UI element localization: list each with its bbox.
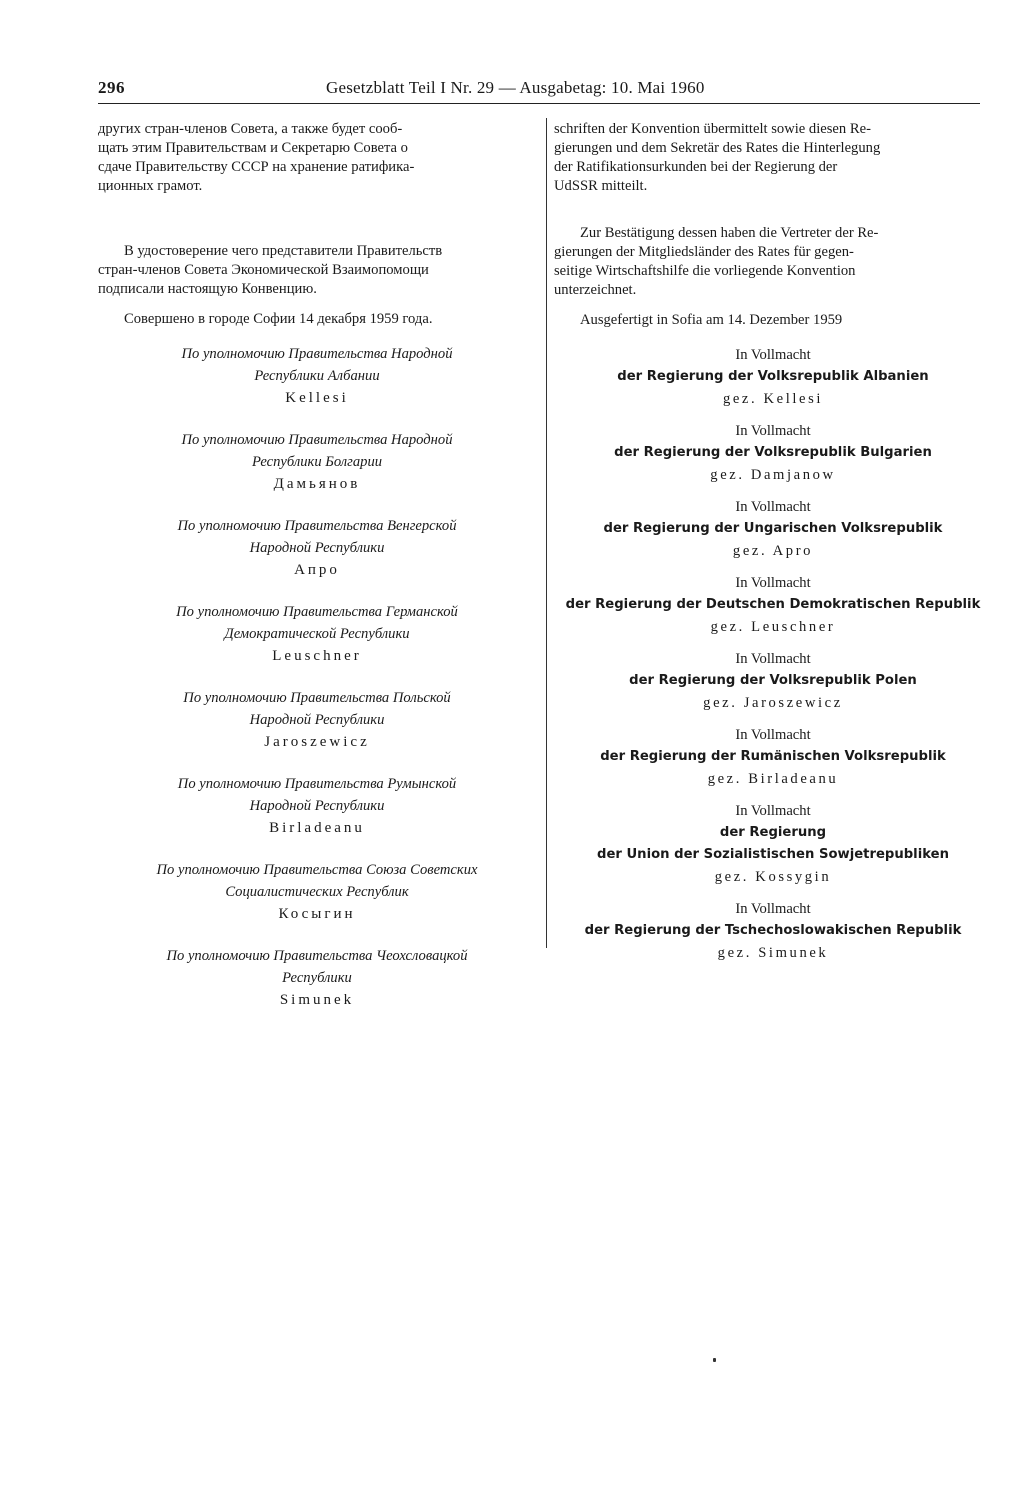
column-divider	[546, 118, 547, 948]
signature-authority: По уполномочию Правительства Народной	[181, 346, 453, 362]
signature-authority: По уполномочию Правительства Румынской	[177, 776, 457, 792]
page-header	[98, 78, 980, 102]
signatory-name: gez. Kellesi	[722, 391, 824, 407]
signatory-name: Дамьянов	[273, 476, 361, 492]
signatory-name: Jaroszewicz	[264, 734, 370, 750]
de-signature-block	[554, 800, 992, 888]
signatory-name: Kellesi	[285, 390, 349, 406]
signatory-name: Косыгин	[278, 906, 356, 922]
signatory-name: gez. Kossygin	[714, 869, 832, 885]
signature-authority: der Regierung der Volksrepublik Polen	[629, 673, 917, 688]
signature-intro: In Vollmacht	[735, 727, 811, 743]
russian-column	[98, 120, 536, 1031]
signatory-name: gez. Jaroszewicz	[703, 695, 843, 711]
signatory-name: gez. Birladeanu	[707, 771, 839, 787]
signatory-name: gez. Simunek	[717, 945, 829, 961]
signature-authority: Народной Республики	[249, 712, 385, 728]
signatory-name: gez. Apro	[732, 543, 814, 559]
signature-authority: der Regierung der Volksrepublik Bulgarien	[614, 445, 932, 460]
signature-authority: der Regierung der Volksrepublik Albanien	[617, 369, 929, 384]
de-paragraph-continuation	[554, 120, 992, 196]
ru-signature-block	[98, 859, 536, 925]
text-line: ционных грамот.	[98, 178, 203, 194]
signature-authority: Республики	[282, 970, 352, 986]
signature-authority: По уполномочию Правительства Германской	[176, 604, 458, 620]
text-line: UdSSR mitteilt.	[554, 178, 648, 194]
signature-intro: In Vollmacht	[735, 499, 811, 515]
text-line: Zur Bestätigung dessen haben die Vertreter der Re-	[580, 225, 879, 241]
de-signature-block	[554, 420, 992, 486]
ru-signature-block	[98, 945, 536, 1011]
de-signature-block	[554, 344, 992, 410]
signatory-name: Leuschner	[272, 648, 362, 664]
header-rule	[98, 103, 980, 104]
text-line: schriften der Konvention übermittelt sowie diesen Re-	[554, 121, 871, 137]
signature-intro: In Vollmacht	[735, 347, 811, 363]
signature-authority: Социалистических Республик	[225, 884, 409, 900]
text-line: der Ratifikationsurkunden bei der Regierung der	[554, 159, 838, 175]
signature-authority: der Regierung der Rumänischen Volksrepublik	[600, 749, 946, 764]
text-line: seitige Wirtschaftshilfe die vorliegende Konvention	[554, 263, 856, 279]
ru-place-date: Совершено в городе Софии 14 декабря 1959 года.	[124, 311, 433, 327]
ru-signature-block	[98, 601, 536, 667]
signatory-name: Birladeanu	[269, 820, 365, 836]
signature-intro: In Vollmacht	[735, 423, 811, 439]
signatory-name: gez. Damjanow	[710, 467, 836, 483]
signature-intro: In Vollmacht	[735, 651, 811, 667]
signature-intro: In Vollmacht	[735, 901, 811, 917]
text-line: В удостоверение чего представители Правительств	[124, 243, 443, 259]
de-attestation-paragraph	[554, 224, 992, 300]
signature-authority: der Regierung der Tschechoslowakischen Republik	[584, 923, 962, 938]
ru-signature-block	[98, 343, 536, 409]
ink-speck	[713, 1358, 716, 1362]
signature-authority: По уполномочию Правительства Союза Советских	[156, 862, 478, 878]
text-line: unterzeichnet.	[554, 282, 637, 298]
signature-authority: der Regierung der Ungarischen Volksrepublik	[603, 521, 943, 536]
text-line: других стран-членов Совета, а также будет сооб-	[98, 121, 403, 137]
signature-authority: der Regierung der Deutschen Demokratischen Republik	[565, 597, 981, 612]
signature-authority: Республики Албании	[254, 368, 380, 384]
signature-authority: Народной Республики	[249, 540, 385, 556]
de-place-date: Ausgefertigt in Sofia am 14. Dezember 1959	[580, 312, 843, 328]
ru-attestation-paragraph	[98, 242, 536, 299]
ru-paragraph-continuation	[98, 120, 536, 196]
de-signature-block	[554, 724, 992, 790]
text-line: сдаче Правительству СССР на хранение ратифика-	[98, 159, 415, 175]
signature-authority: По уполномочию Правительства Чеохсловацкой	[166, 948, 468, 964]
signature-authority: По уполномочию Правительства Венгерской	[177, 518, 457, 534]
signatory-name: Апро	[294, 562, 340, 578]
de-signature-block	[554, 496, 992, 562]
signature-authority: der Regierung	[719, 825, 827, 840]
signature-authority: По уполномочию Правительства Польской	[183, 690, 451, 706]
text-line: gierungen und dem Sekretär des Rates die Hinterlegung	[554, 140, 881, 156]
text-line: щать этим Правительствам и Секретарю Совета о	[98, 140, 408, 156]
signature-authority: Народной Республики	[249, 798, 385, 814]
signatory-name: gez. Leuschner	[710, 619, 836, 635]
text-line: подписали настоящую Конвенцию.	[98, 281, 317, 297]
de-signature-block	[554, 898, 992, 964]
signature-authority: Демократической Республики	[224, 626, 410, 642]
german-column	[554, 120, 992, 974]
signature-intro: In Vollmacht	[735, 575, 811, 591]
signature-authority: der Union der Sozialistischen Sowjetrepubliken	[597, 847, 949, 862]
de-signature-block	[554, 648, 992, 714]
ru-signature-block	[98, 429, 536, 495]
ru-signature-block	[98, 687, 536, 753]
de-signature-block	[554, 572, 992, 638]
text-line: стран-членов Совета Экономической Взаимопомощи	[98, 262, 429, 278]
ru-signature-block	[98, 515, 536, 581]
signatory-name: Simunek	[279, 992, 355, 1008]
gazette-title: Gesetzblatt Teil I Nr. 29 — Ausgabetag: 10. Mai 1960	[326, 78, 705, 97]
signature-intro: In Vollmacht	[735, 803, 811, 819]
text-line: gierungen der Mitgliedsländer des Rates für gegen-	[554, 244, 854, 260]
signature-authority: Республики Болгарии	[251, 454, 383, 470]
page-number: 296	[98, 78, 125, 97]
signature-authority: По уполномочию Правительства Народной	[181, 432, 453, 448]
ru-signature-block	[98, 773, 536, 839]
